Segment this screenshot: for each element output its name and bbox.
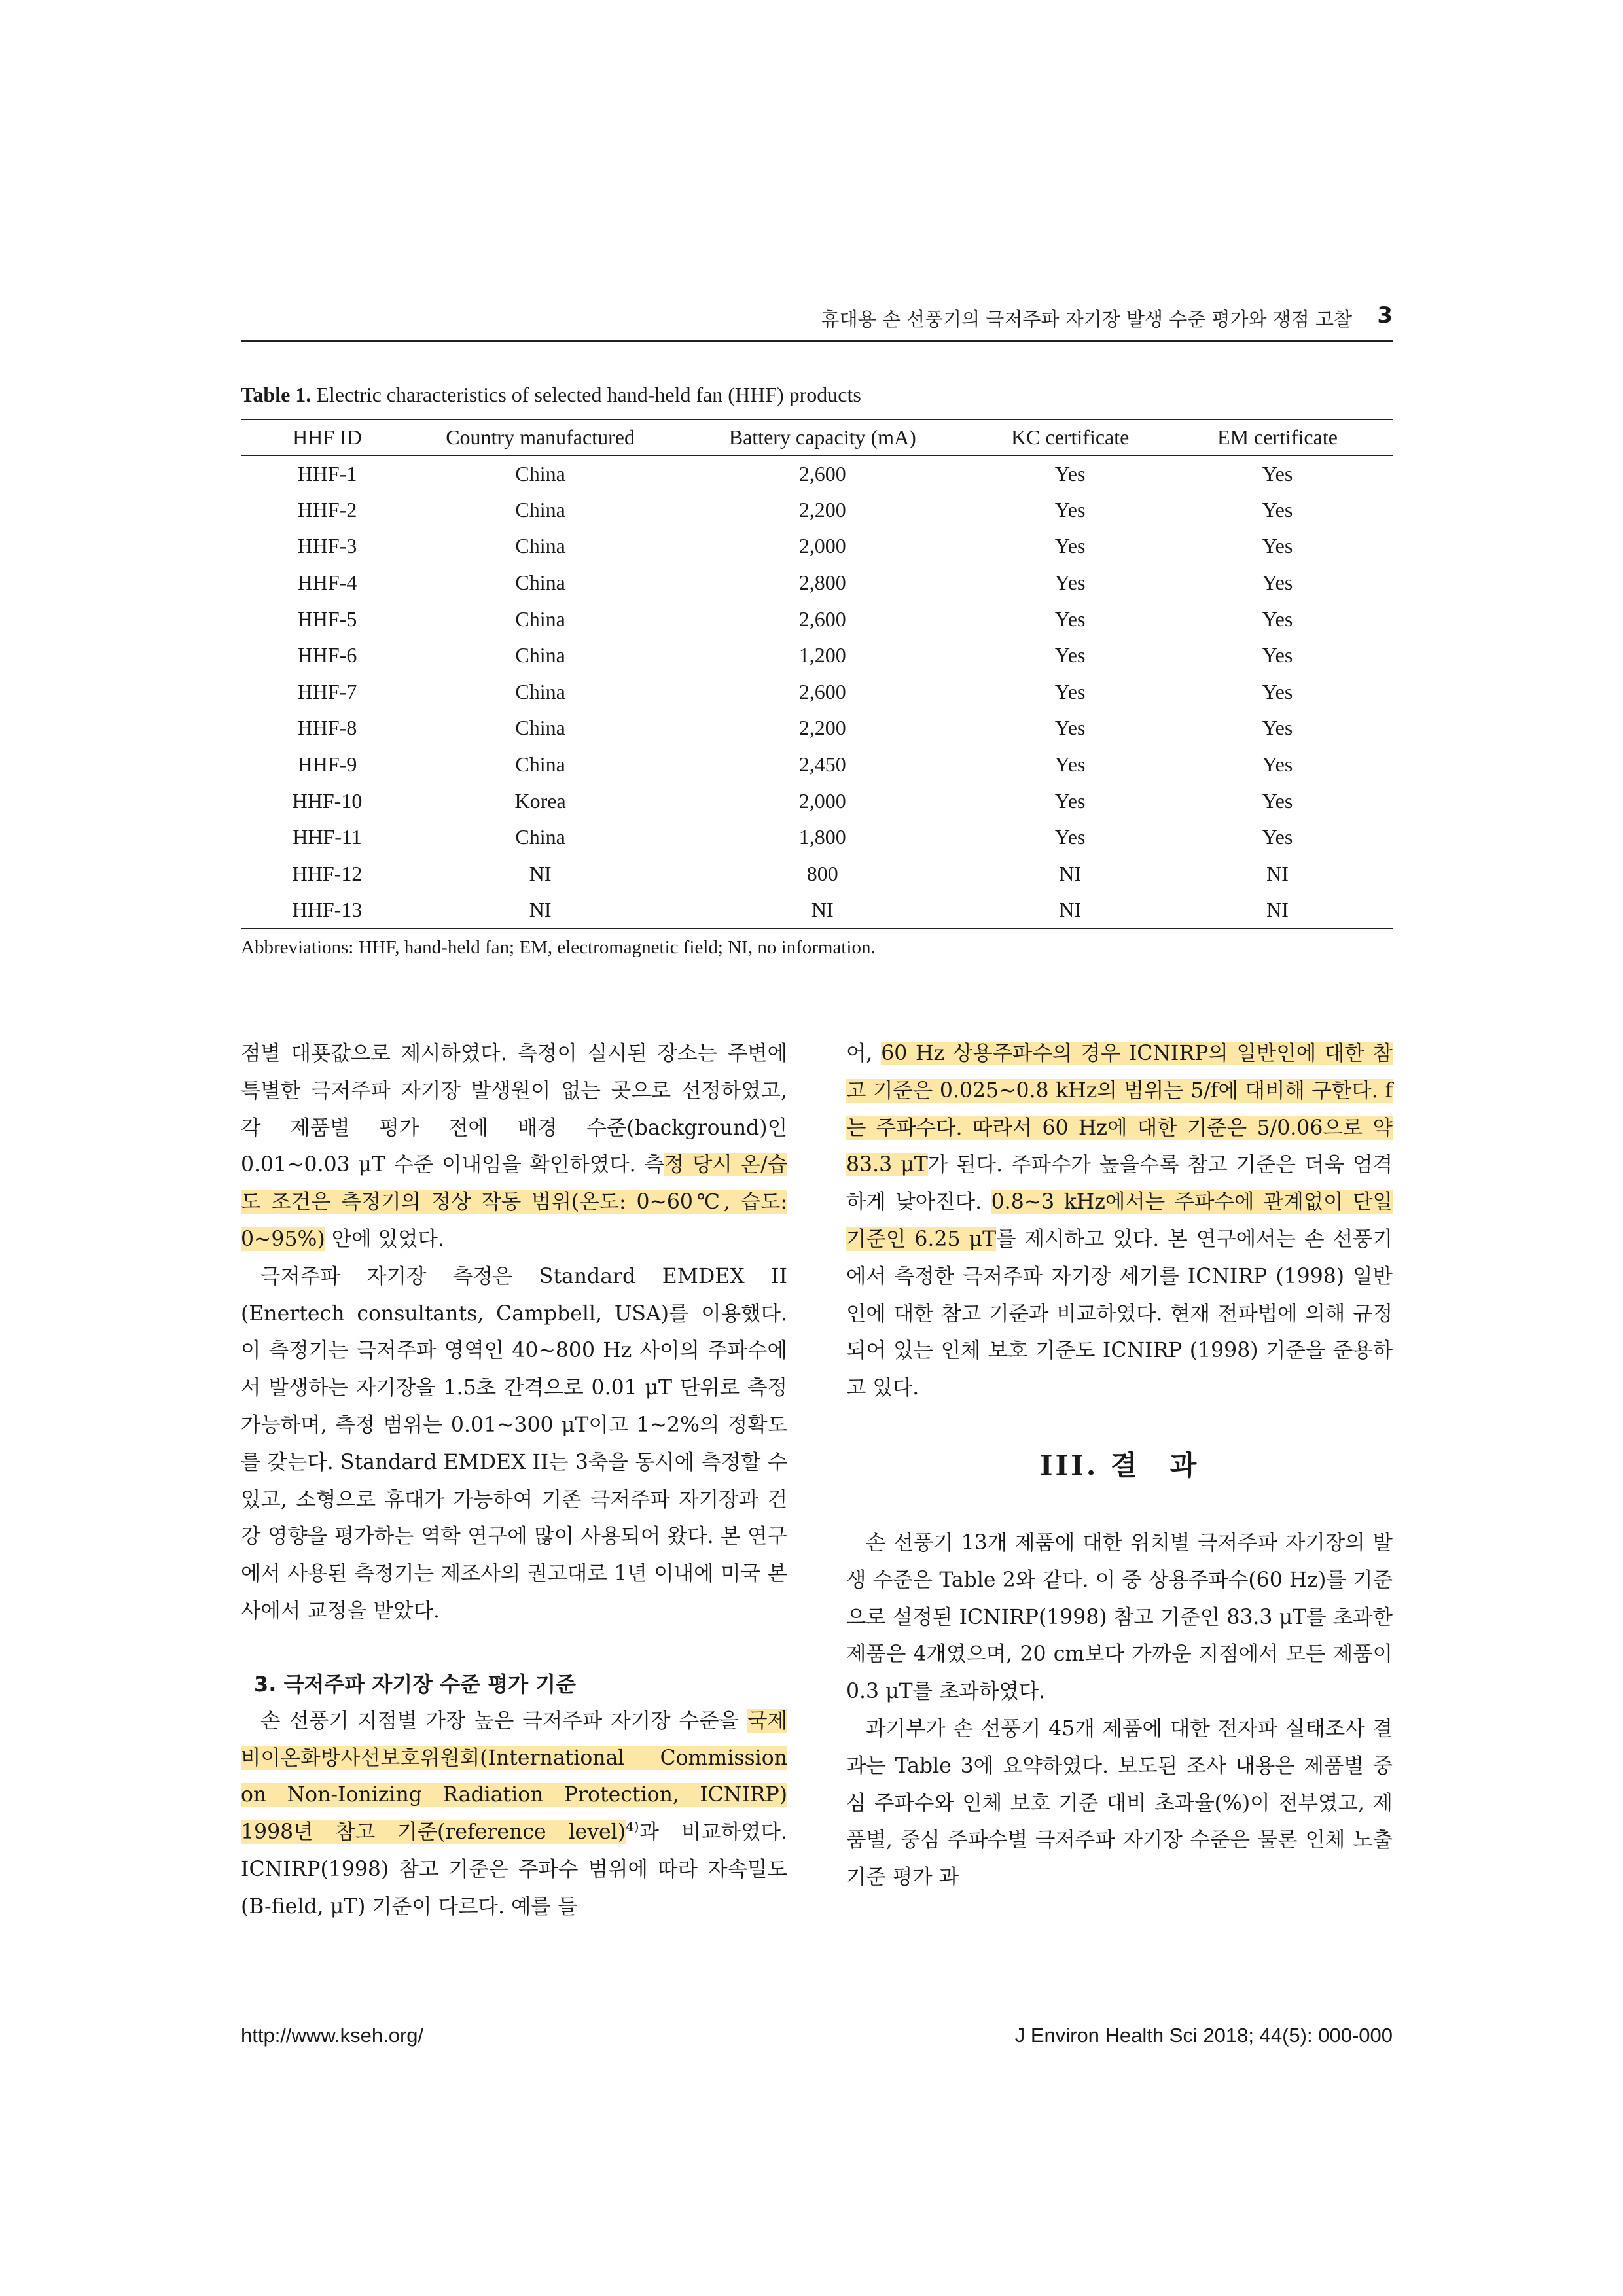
paragraph: 극저주파 자기장 측정은 Standard EMDEX II (Enertech consultants, Campbell, USA)를 이용했다. 이 측정기는 극저주파 영역인 40~800 Hz 사이의 주파수에서 발생하는 자기장을 1.5초 간격으로 0.01 μT 단위로 측정 가능하며, 측정 범위는 0.01~300 μT이고 1~2%의 정확도를 갖는다. Standard EMDEX II는 3축을 동시에 측정할 수 있고, 소형으로 휴대가 가능하여 기존 극저주파 자기장과 건강 영향을 평가하는 역학 연구에 많이 사용되어 왔다. 본 연구에서 사용된 측정기는 제조사의 권고대로 1년 이내에 미국 본사에서 교정을 받았다. [241,1264,787,1623]
footer-url: http://www.kseh.org/ [241,2024,424,2047]
table-caption-text: Electric characteristics of selected hand-held fan (HHF) products [316,383,861,406]
table-cell: NI [667,892,978,928]
table-row [241,601,1393,637]
highlighted-text: 정 당시 온/습도 조건은 측정기의 정상 작동 범위(온도: 0~60℃, 습도: 0~95%) [241,1153,787,1251]
table-cell: China [515,607,565,631]
paragraph [846,1035,1393,1407]
table-cell: Yes [1262,788,1293,813]
table-cell: China [515,679,565,703]
paragraph [241,1703,787,1926]
page-number: 3 [1377,302,1393,328]
table-cell: Yes [1054,716,1086,740]
table-cell: Yes [1054,534,1086,558]
table-header-row [241,419,1393,455]
table-cell: HHF-9 [297,752,357,777]
table-cell: Yes [1054,788,1086,813]
table-cell: 1,800 [798,825,846,849]
table-row [241,783,1393,819]
table-cell: HHF-10 [292,788,363,813]
reference-superscript: 4) [626,1818,639,1835]
table-cell: Yes [1262,643,1293,667]
table-cell: HHF-2 [297,497,357,521]
table-cell: Yes [1054,461,1086,486]
footer-journal-citation: J Environ Health Sci 2018; 44(5): 000-000 [1014,2024,1393,2047]
table-cell: HHF-4 [297,571,357,595]
left-text-column [241,1035,787,1926]
table-cell: Yes [1262,607,1293,631]
column-header: EM certificate [1162,419,1393,455]
table-cell: 2,800 [798,571,846,595]
table-row [241,710,1393,747]
table-cell: China [515,461,565,486]
table-caption [241,383,861,407]
text-run: 어, [846,1042,882,1065]
table-cell: NI [529,861,552,885]
table-row [241,856,1393,892]
table-cell: HHF-12 [292,861,363,885]
table-cell: NI [1162,892,1393,928]
table-cell: HHF-11 [293,825,362,849]
table-cell: HHF-7 [297,679,357,703]
highlighted-text: 국제비이온화방사선보호위원회(International Commission on Non-Ionizing Radiation Protection, ICNIRP) 1998년 참고 기준(reference level) [241,1708,787,1845]
table-cell: 2,000 [798,788,846,813]
table-cell: 800 [806,861,838,885]
paragraph: 과기부가 손 선풍기 45개 제품에 대한 전자파 실태조사 결과는 Table 3에 요약하였다. 보도된 조사 내용은 제품별 중심 주파수와 인체 보호 기준 대비 초과율(%)이 전부였고, 제품별, 중심 주파수별 극저주파 자기장 수준은 물론 인체 노출 기준 평가 과 [846,1716,1393,1890]
right-text-column [846,1035,1393,1896]
table-cell: NI [414,892,667,928]
table-cell: China [515,571,565,595]
table-cell: Yes [1262,716,1293,740]
table-cell: Yes [1054,825,1086,849]
table-cell: HHF-6 [297,643,357,667]
column-header: Country manufactured [414,419,667,455]
text-run: 손 선풍기 지점별 가장 높은 극저주파 자기장 수준을 [260,1708,748,1733]
table-cell: Yes [1054,607,1086,631]
table-cell: Yes [1262,752,1293,777]
table-cell: Yes [1262,571,1293,595]
text-run: 를 제시하고 있다. 본 연구에서는 손 선풍기에서 측정한 극저주파 자기장 세기를 ICNIRP (1998) 일반인에 대한 참고 기준과 비교하였다. 현재 전파법에 의해 규정되어 있는 인체 보호 기준도 ICNIRP (1998) 기준을 준용하고 있다. [846,1227,1393,1400]
table-cell: Yes [1054,497,1086,521]
table-cell: 2,200 [798,497,846,521]
table-row [241,892,1393,928]
table-cell: HHF-8 [297,716,357,740]
table-cell: China [515,534,565,558]
table-cell: Yes [1054,752,1086,777]
table-cell: 2,000 [798,534,846,558]
table-row [241,819,1393,856]
table-cell: Korea [514,788,566,813]
paragraph [241,1035,787,1258]
table-cell: HHF-3 [297,534,357,558]
table-cell: 2,600 [798,679,846,703]
table-row [241,565,1393,601]
subsection-heading: 3. 극저주파 자기장 수준 평가 기준 [254,1671,576,1697]
section-heading: III. 결 과 [1039,1449,1200,1481]
table-cell: NI [978,892,1162,928]
table-cell: China [515,716,565,740]
running-title: 휴대용 손 선풍기의 극저주파 자기장 발생 수준 평가와 쟁점 고찰 [821,308,1352,330]
characteristics-table [241,419,1393,929]
table-cell: China [515,643,565,667]
table-cell: Yes [1262,825,1293,849]
table-cell: 2,450 [798,752,846,777]
column-header: HHF ID [241,419,414,455]
table-row [241,747,1393,783]
table-cell: Yes [1054,679,1086,703]
column-header: KC certificate [978,419,1162,455]
table-cell: 2,200 [798,716,846,740]
table-cell: HHF-1 [297,461,357,486]
table-cell: Yes [1262,497,1293,521]
table-cell: Yes [1262,461,1293,486]
table-cell: 2,600 [798,461,846,486]
table-abbreviations-note: Abbreviations: HHF, hand-held fan; EM, electromagnetic field; NI, no information. [241,937,876,958]
page-header [241,300,1393,342]
table-row [241,492,1393,529]
table-row [241,637,1393,674]
table-cell: Yes [1054,643,1086,667]
table-cell: HHF-13 [241,892,414,928]
table-cell: 1,200 [798,643,846,667]
table-cell: HHF-5 [297,607,357,631]
table-cell: Yes [1054,571,1086,595]
table-label: Table 1. [241,383,312,406]
table-cell: China [515,752,565,777]
column-header: Battery capacity (mA) [667,419,978,455]
paragraph: 손 선풍기 13개 제품에 대한 위치별 극저주파 자기장의 발생 수준은 Table 2와 같다. 이 중 상용주파수(60 Hz)를 기준으로 설정된 ICNIRP(1998) 참고 기준인 83.3 μT를 초과한 제품은 4개였으며, 20 cm보다 가까운 지점에서 모든 제품이 0.3 μT를 초과하였다. [846,1530,1393,1704]
text-run: 가 된다. 주파수가 높을수록 참고 기준은 더욱 엄격하게 낮아진다. [846,1153,1393,1214]
text-run: 과 비교하였다. ICNIRP(1998) 참고 기준은 주파수 범위에 따라 자속밀도(B-field, μT) 기준이 다르다. 예를 들 [241,1820,787,1918]
table-row [241,455,1393,492]
table-cell: Yes [1262,534,1293,558]
highlighted-text: 60 Hz 상용주파수의 경우 ICNIRP의 일반인에 대한 참고 기준은 0.025~0.8 kHz의 범위는 5/f에 대비해 구한다. f는 주파수다. 따라서 60 Hz에 대한 기준은 5/0.06으로 약 83.3 μT [846,1042,1393,1177]
table-row [241,528,1393,565]
table-cell: NI [1266,861,1289,885]
text-run: 안에 있었다. [325,1227,444,1251]
highlighted-text: 0.8~3 kHz에서는 주파수에 관계없이 단일 기준인 6.25 μT [846,1190,1393,1251]
table-body [241,455,1393,928]
table-cell: Yes [1262,679,1293,703]
table-cell: 2,600 [798,607,846,631]
table-row [241,674,1393,711]
text-run: 점별 대푯값으로 제시하였다. 측정이 실시된 장소는 주변에 특별한 극저주파 자기장 발생원이 없는 곳으로 선정하였고, 각 제품별 평가 전에 배경 수준(background)인 0.01~0.03 μT 수준 이내임을 확인하였다. 측 [241,1042,787,1177]
table-cell: China [515,825,565,849]
table-cell: NI [1059,861,1082,885]
table-cell: China [515,497,565,521]
